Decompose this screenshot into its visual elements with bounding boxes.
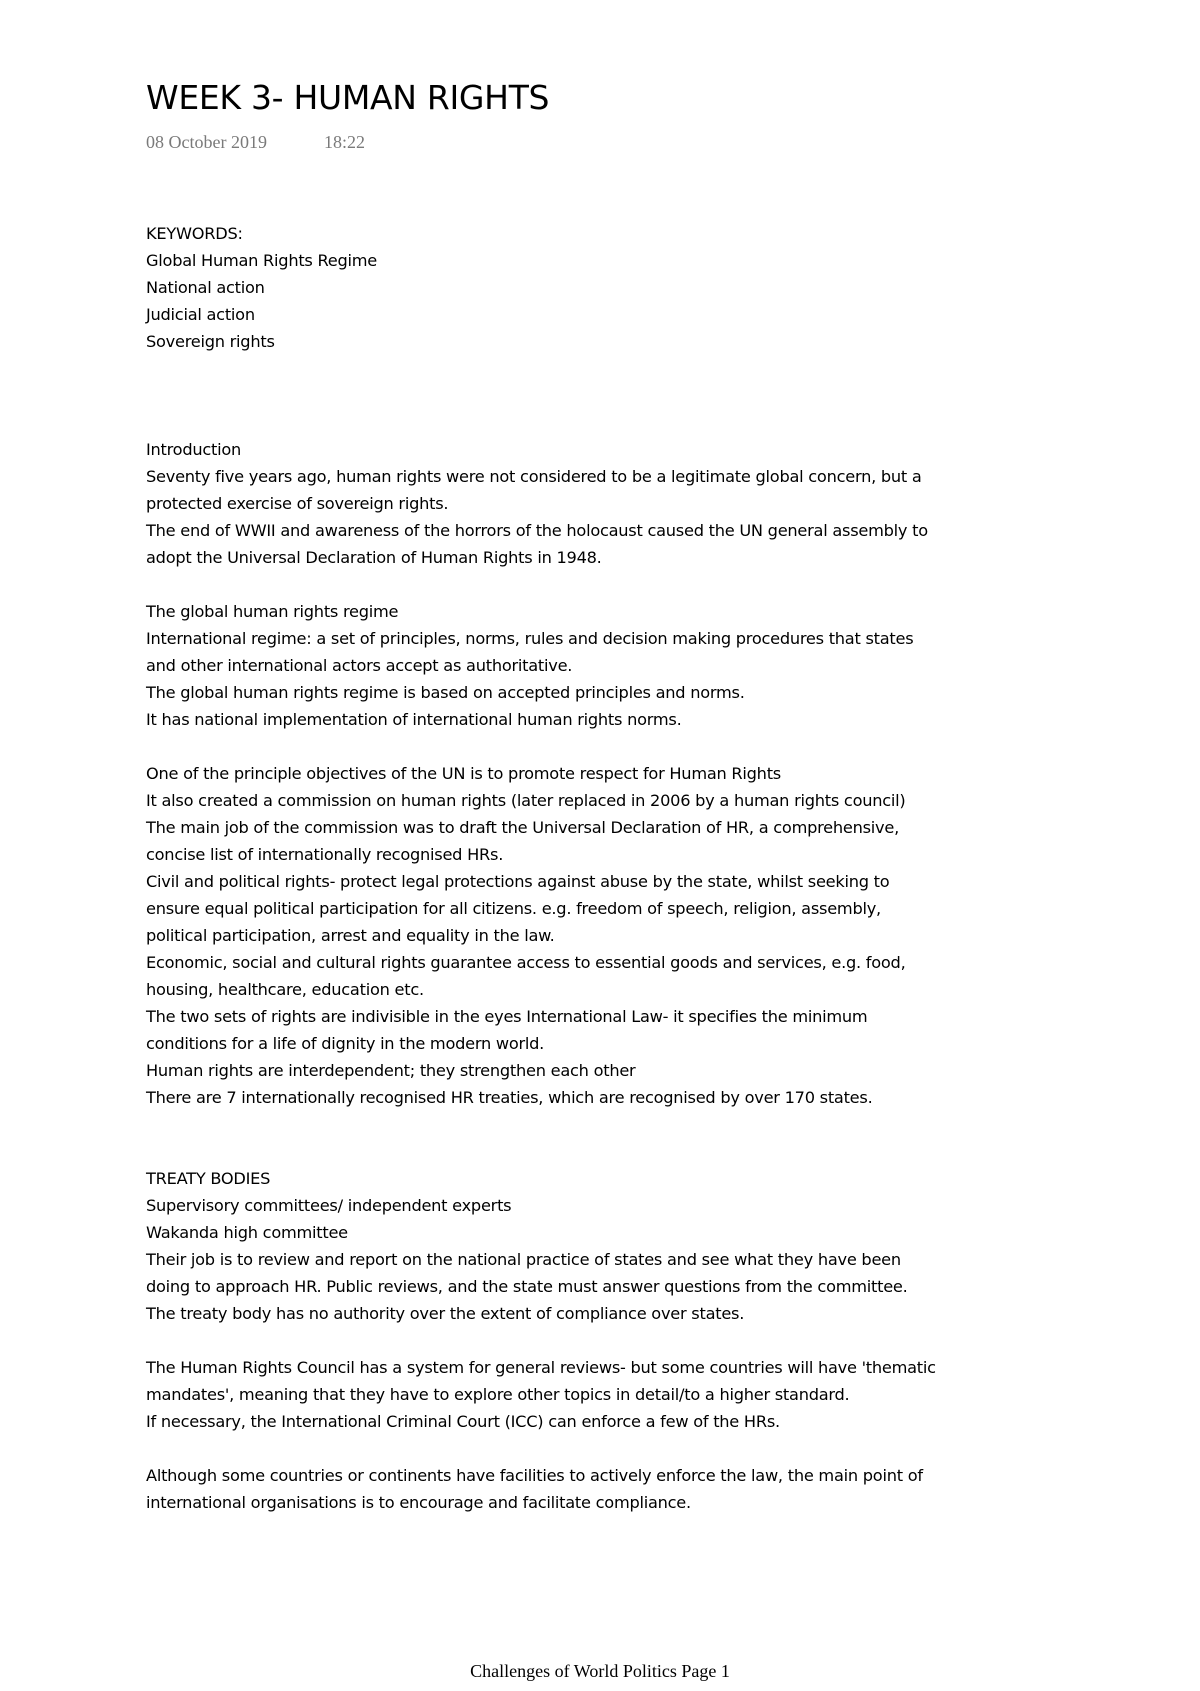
text-line: and other international actors accept as authoritative. <box>146 656 573 675</box>
treaty-bodies-section <box>146 1165 1086 1327</box>
keyword-item: National action <box>146 278 265 297</box>
note-date: 08 October 2019 <box>146 132 267 152</box>
introduction-section <box>146 436 1086 571</box>
text-line: political participation, arrest and equality in the law. <box>146 926 555 945</box>
text-line: Although some countries or continents have facilities to actively enforce the law, the main point of <box>146 1466 923 1485</box>
section-heading: TREATY BODIES <box>146 1169 271 1188</box>
section-heading: Introduction <box>146 440 242 459</box>
un-objectives-section <box>146 760 1086 1111</box>
text-line: One of the principle objectives of the UN is to promote respect for Human Rights <box>146 764 781 783</box>
text-line: The global human rights regime is based on accepted principles and norms. <box>146 683 745 702</box>
keyword-item: Global Human Rights Regime <box>146 251 377 270</box>
text-line: The Human Rights Council has a system for general reviews- but some countries will have 'thematic <box>146 1358 936 1377</box>
text-line: The two sets of rights are indivisible in the eyes International Law- it specifies the minimum <box>146 1007 868 1026</box>
page-title: WEEK 3- HUMAN RIGHTS <box>146 78 550 117</box>
note-time: 18:22 <box>324 132 366 152</box>
regime-section <box>146 598 1086 733</box>
keyword-item: Judicial action <box>146 305 255 324</box>
text-line: The main job of the commission was to draft the Universal Declaration of HR, a comprehensive, <box>146 818 899 837</box>
text-line: The end of WWII and awareness of the horrors of the holocaust caused the UN general assembly to <box>146 521 928 540</box>
text-line: protected exercise of sovereign rights. <box>146 494 449 513</box>
text-line: ensure equal political participation for all citizens. e.g. freedom of speech, religion, assembly, <box>146 899 881 918</box>
council-section <box>146 1354 1086 1435</box>
text-line: doing to approach HR. Public reviews, and the state must answer questions from the committee. <box>146 1277 908 1296</box>
text-line: The treaty body has no authority over the extent of compliance over states. <box>146 1304 745 1323</box>
text-line: Human rights are interdependent; they strengthen each other <box>146 1061 636 1080</box>
text-line: concise list of internationally recognised HRs. <box>146 845 504 864</box>
page-footer: Challenges of World Politics Page 1 <box>470 1661 730 1681</box>
text-line: housing, healthcare, education etc. <box>146 980 424 999</box>
text-line: Civil and political rights- protect legal protections against abuse by the state, whilst seeking to <box>146 872 890 891</box>
keyword-item: Sovereign rights <box>146 332 275 351</box>
text-line: mandates', meaning that they have to explore other topics in detail/to a higher standard. <box>146 1385 850 1404</box>
text-line: international organisations is to encourage and facilitate compliance. <box>146 1493 691 1512</box>
conclusion-section <box>146 1462 1086 1516</box>
text-line: It also created a commission on human rights (later replaced in 2006 by a human rights council) <box>146 791 906 810</box>
text-line: adopt the Universal Declaration of Human Rights in 1948. <box>146 548 602 567</box>
keywords-heading: KEYWORDS: <box>146 224 243 243</box>
text-line: If necessary, the International Criminal Court (ICC) can enforce a few of the HRs. <box>146 1412 780 1431</box>
keywords-section <box>146 220 1086 355</box>
text-line: International regime: a set of principles, norms, rules and decision making procedures that states <box>146 629 914 648</box>
text-line: Economic, social and cultural rights guarantee access to essential goods and services, e.g. food, <box>146 953 906 972</box>
text-line: Their job is to review and report on the national practice of states and see what they have been <box>146 1250 901 1269</box>
section-heading: The global human rights regime <box>146 602 399 621</box>
note-body <box>146 220 1086 1543</box>
text-line: It has national implementation of international human rights norms. <box>146 710 682 729</box>
text-line: Wakanda high committee <box>146 1223 348 1242</box>
text-line: Seventy five years ago, human rights were not considered to be a legitimate global concern, but a <box>146 467 922 486</box>
text-line: There are 7 internationally recognised HR treaties, which are recognised by over 170 states. <box>146 1088 873 1107</box>
text-line: conditions for a life of dignity in the modern world. <box>146 1034 545 1053</box>
note-metadata <box>146 131 366 153</box>
text-line: Supervisory committees/ independent experts <box>146 1196 512 1215</box>
